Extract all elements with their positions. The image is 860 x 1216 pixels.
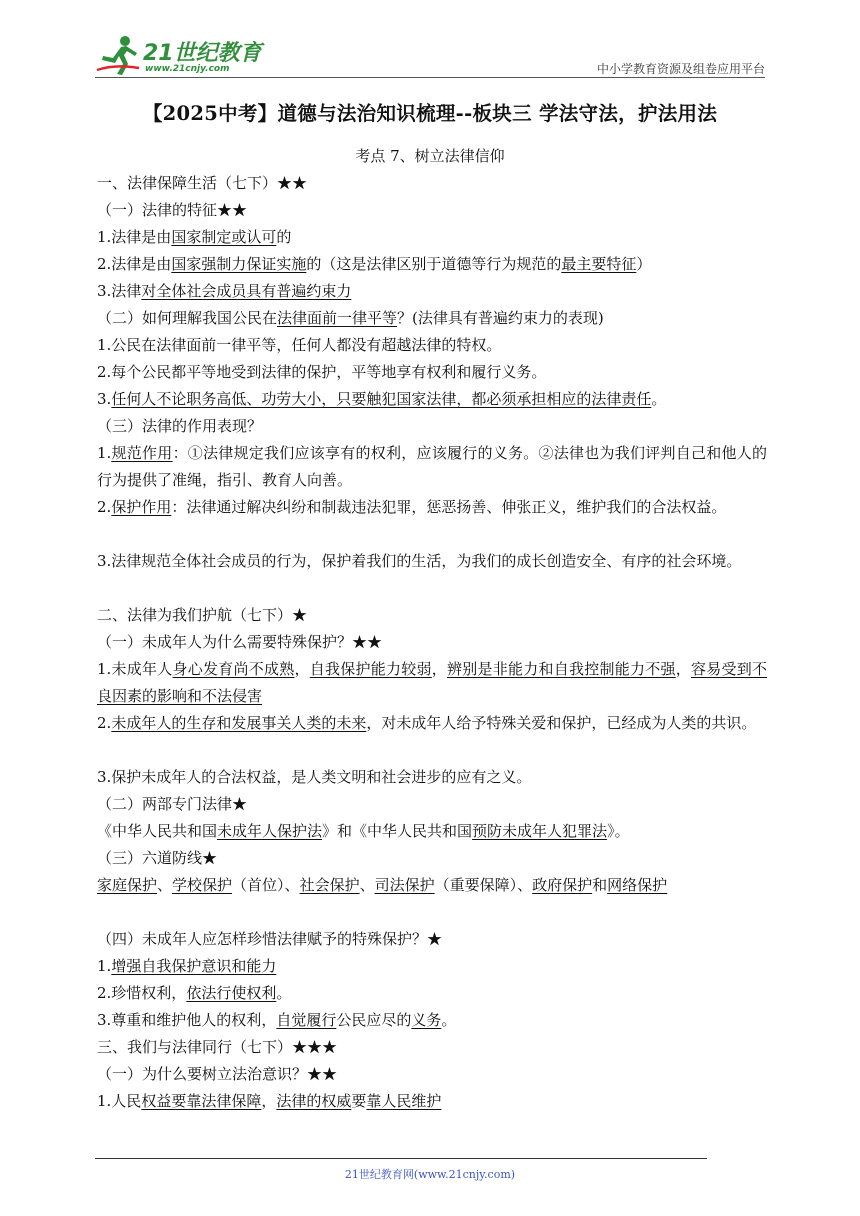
text: ：法律通过解决纠纷和制裁违法犯罪，惩恶扬善、伸张正义，维护我们的合法权益。 [171,498,727,516]
underlined-text: 国家制定或认可 [171,228,277,246]
header-divider [95,77,765,78]
underlined-text: 学校保护 [172,876,233,894]
text: 。 [651,390,667,408]
runner-logo-icon [95,34,141,76]
list-item: 3.保护未成年人的合法权益，是人类文明和社会进步的应有之义。 [97,768,532,786]
underlined-text: 司法保护 [374,876,435,894]
text: 、 [157,876,173,894]
text: 2. [97,498,112,516]
page-footer: 21世纪教育网(www.21cnjy.com) [344,1168,516,1181]
underlined-text: 预防未成年人犯罪法 [472,822,608,840]
text: 1. [97,957,112,975]
subsection-heading: （四）未成年人应怎样珍惜法律赋予的特殊保护？★ [97,930,443,948]
page-header [95,30,765,80]
underlined-text: 依法行使权利 [186,984,277,1002]
list-item: 3.法律规范全体社会成员的行为，保护着我们的生活，为我们的成长创造安全、有序的社会环境。 [97,552,742,570]
footer-divider [95,1158,707,1159]
underlined-text: 自觉履行 [276,1011,337,1029]
underlined-text: 增强自我保护意识和能力 [111,957,277,975]
text: （二）如何理解我国公民在 [97,309,278,327]
text: 3. [97,390,112,408]
text: 的 [276,228,292,246]
list-item [97,1088,767,1115]
underlined-text: 保护作用 [111,498,172,516]
section-heading: 一、法律保障生活（七下）★★ [97,174,308,192]
list-item: 1.公民在法律面前一律平等，任何人都没有超越法律的特权。 [97,336,502,354]
underlined-text: 最主要特征 [561,255,637,273]
text: 1.人民 [97,1092,142,1110]
underlined-text: 身心发育尚不成熟 [172,660,295,678]
underlined-text: 对全体社会成员具有普遍约束力 [141,282,352,300]
subsection-heading: （三）法律的作用表现？ [97,417,263,435]
subsection-heading: （三）六道防线★ [97,849,218,867]
text: 2.法律是由 [97,255,172,273]
text: 公民应尽的 [336,1011,412,1029]
underlined-text: 未成年人保护法 [217,822,323,840]
page-subtitle: 考点 7、树立法律信仰 [355,147,505,165]
text: ， [675,660,691,678]
list-item [97,251,767,278]
text: 和 [592,876,608,894]
text: （首位）、 [232,876,300,894]
list-item [97,278,767,305]
text: 。 [441,1011,457,1029]
platform-label: 中小学教育资源及组卷应用平台 [596,62,765,76]
text: 的（这是法律区别于道德等行为规范的 [306,255,562,273]
text: 2.珍惜权利， [97,984,187,1002]
subsection-heading: （一）法律的特征★★ [97,201,248,219]
underlined-text: 未成年人的生存和发展事关人类的未来 [111,714,367,732]
text: 》和《中华人民共和国 [322,822,473,840]
underlined-text: 权益要靠法律保障 [141,1092,262,1110]
subsection-heading: （一）为什么要树立法治意识？★★ [97,1065,338,1083]
underlined-text: 容易受到不良因素的影响和不法侵害 [97,660,767,705]
text: ？(法律具有普遍约束力的表现) [397,309,604,327]
list-item [97,224,767,251]
list-item [97,494,767,548]
underlined-text: 国家强制力保证实施 [171,255,307,273]
list-item [97,440,767,494]
section-heading: 二、法律为我们护航（七下）★ [97,606,308,624]
subsection-heading: （一）未成年人为什么需要特殊保护？★★ [97,633,383,651]
list-item [97,980,767,1007]
text: 。 [276,984,292,1002]
text: 1.法律是由 [97,228,172,246]
underlined-text: 靠人民维护 [366,1092,442,1110]
underlined-text: 法律面前一律平等 [277,309,398,327]
text: 3.法律 [97,282,142,300]
underlined-text: 家庭保护 [97,876,158,894]
page-title: 【2025中考】道德与法治知识梳理--板块三 学法守法，护法用法 [142,102,718,125]
underlined-text: 法律的权威 [276,1092,352,1110]
list-item [97,1007,767,1034]
underlined-text: 政府保护 [532,876,593,894]
logo-text: 21世纪教育 [143,41,262,66]
text: 2. [97,714,112,732]
list-item [97,386,767,413]
underlined-text: 社会保护 [299,876,360,894]
logo-url: www.21cnjy.com [145,64,230,74]
section-heading: 三、我们与法律同行（七下）★★★ [97,1038,338,1056]
list-item [97,872,767,926]
list-item [97,953,767,980]
text: ， [294,660,310,678]
list-item [97,656,767,710]
text: ， [261,1092,277,1110]
text: （重要保障）、 [434,876,533,894]
text: 》。 [607,822,630,840]
text: 《中华人民共和国 [97,822,218,840]
text: ：①法律规定我们应该享有的权利，应该履行的义务。②法律也为我们评判自己和他人的行为提供了准绳，指引、教育人向善。 [97,444,767,489]
text: 1. [97,444,112,462]
text: ） [636,255,652,273]
underlined-text: 规范作用 [111,444,173,462]
underlined-text: 自我保护能力较弱 [309,660,432,678]
subsection-heading [97,305,767,332]
underlined-text: 法律责任 [591,390,652,408]
text: ， [431,660,448,678]
text: 3.尊重和维护他人的权利， [97,1011,277,1029]
text: 1.未成年人 [97,660,173,678]
underlined-text: 辨别是非能力和自我控制能力不强 [447,660,676,678]
subsection-heading: （二）两部专门法律★ [97,795,248,813]
text: 、 [359,876,375,894]
text: 要 [351,1092,367,1110]
list-item [97,818,767,845]
underlined-text: 网络保护 [607,876,668,894]
underlined-text: 任何人不论职务高低、功劳大小，只要触犯国家法律，都必须承担相应的 [111,390,592,408]
list-item: 2.每个公民都平等地受到法律的保护，平等地享有权利和履行义务。 [97,363,547,381]
underlined-text: 义务 [411,1011,442,1029]
text: ，对未成年人给予特殊关爱和保护，已经成为人类的共识。 [366,714,757,732]
list-item [97,710,767,764]
site-logo [95,34,265,78]
document-body [97,170,767,1115]
